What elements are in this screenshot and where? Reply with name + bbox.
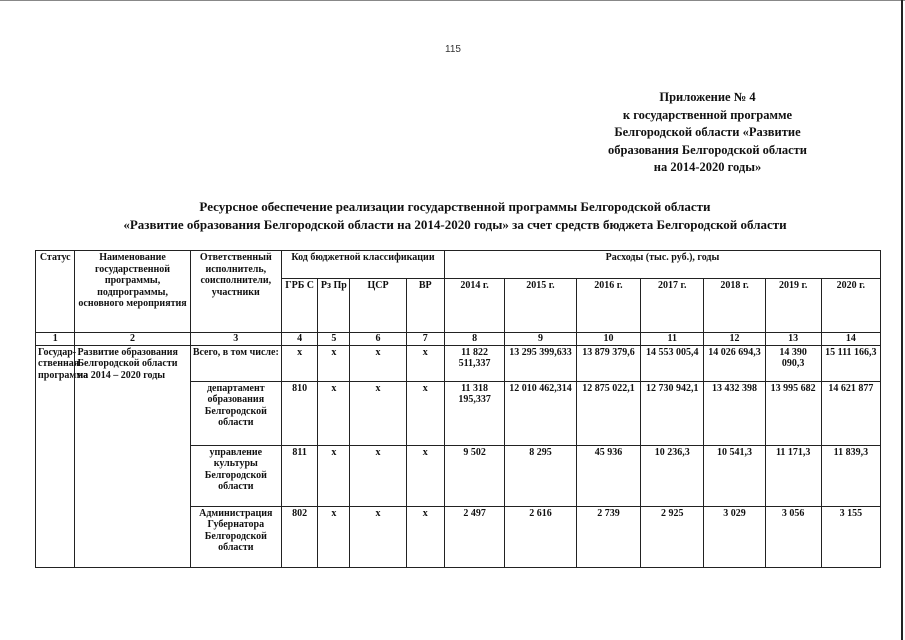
rzpr-cell: х <box>318 445 350 506</box>
header-name: Наименование государственной программы, подпрограммы, основного мероприятия <box>75 251 190 333</box>
vr-cell: х <box>406 345 444 381</box>
value-2017: 2 925 <box>641 506 704 567</box>
grbs-cell: 811 <box>281 445 317 506</box>
header-year-2017: 2017 г. <box>641 279 704 333</box>
value-2018: 10 541,3 <box>704 445 765 506</box>
header-year-2020: 2020 г. <box>821 279 880 333</box>
value-2017: 14 553 005,4 <box>641 345 704 381</box>
column-number: 5 <box>318 333 350 346</box>
value-2014: 2 497 <box>444 506 504 567</box>
vr-cell: х <box>406 381 444 445</box>
value-2020: 11 839,3 <box>821 445 880 506</box>
column-number: 12 <box>704 333 765 346</box>
grbs-cell: 802 <box>281 506 317 567</box>
column-number: 3 <box>190 333 281 346</box>
value-2014: 11 318 195,337 <box>444 381 504 445</box>
header-status: Статус <box>36 251 75 333</box>
page-number: 115 <box>445 44 461 55</box>
value-2015: 13 295 399,633 <box>505 345 577 381</box>
header-vr: ВР <box>406 279 444 333</box>
value-2017: 12 730 942,1 <box>641 381 704 445</box>
value-2019: 13 995 682 <box>765 381 821 445</box>
value-2020: 14 621 877 <box>821 381 880 445</box>
document-title <box>40 198 870 234</box>
appendix-line-3: Белгородской области «Развитие <box>614 125 801 139</box>
column-number: 10 <box>576 333 640 346</box>
csr-cell: х <box>350 506 406 567</box>
rzpr-cell: х <box>318 381 350 445</box>
appendix-block <box>580 89 835 177</box>
header-rzpr: Рз Пр <box>318 279 350 333</box>
value-2015: 2 616 <box>505 506 577 567</box>
rzpr-cell: х <box>318 506 350 567</box>
appendix-line-4: образования Белгородской области <box>608 142 807 157</box>
value-2016: 12 875 022,1 <box>576 381 640 445</box>
header-budget-code: Код бюджетной классификации <box>281 251 444 279</box>
value-2016: 13 879 379,6 <box>576 345 640 381</box>
title-line-1: Ресурсное обеспечение реализации государственной программы Белгородской области <box>199 199 711 214</box>
header-year-2019: 2019 г. <box>765 279 821 333</box>
executor-cell: Администрация Губернатора Белгородской области <box>190 506 281 567</box>
header-year-2016: 2016 г. <box>576 279 640 333</box>
rzpr-cell: х <box>318 345 350 381</box>
column-number-row <box>36 333 881 346</box>
column-number: 11 <box>641 333 704 346</box>
column-number: 1 <box>36 333 75 346</box>
value-2015: 12 010 462,314 <box>505 381 577 445</box>
status-cell: Государ-ственная программа <box>36 345 75 567</box>
budget-table <box>35 250 881 568</box>
appendix-line-1: Приложение № 4 <box>659 90 756 104</box>
grbs-cell: 810 <box>281 381 317 445</box>
column-number: 8 <box>444 333 504 346</box>
value-2019: 3 056 <box>765 506 821 567</box>
program-name-cell: Развитие образования Белгородской области на 2014 – 2020 годы <box>75 345 190 567</box>
executor-cell: управление культуры Белгородской области <box>190 445 281 506</box>
header-executor: Ответственный исполнитель, соисполнители, участники <box>190 251 281 333</box>
csr-cell: х <box>350 345 406 381</box>
value-2018: 3 029 <box>704 506 765 567</box>
column-number: 13 <box>765 333 821 346</box>
header-expenses: Расходы (тыс. руб.), годы <box>444 251 880 279</box>
value-2015: 8 295 <box>505 445 577 506</box>
column-number: 14 <box>821 333 880 346</box>
value-2018: 13 432 398 <box>704 381 765 445</box>
header-row-1 <box>36 251 881 279</box>
value-2016: 45 936 <box>576 445 640 506</box>
csr-cell: х <box>350 445 406 506</box>
header-year-2018: 2018 г. <box>704 279 765 333</box>
header-year-2015: 2015 г. <box>505 279 577 333</box>
appendix-line-2: к государственной программе <box>622 107 793 122</box>
value-2016: 2 739 <box>576 506 640 567</box>
grbs-cell: х <box>281 345 317 381</box>
header-year-2014: 2014 г. <box>444 279 504 333</box>
appendix-line-5: на 2014-2020 годы» <box>653 160 762 174</box>
executor-cell: Всего, в том числе: <box>190 345 281 381</box>
value-2017: 10 236,3 <box>641 445 704 506</box>
value-2020: 15 111 166,3 <box>821 345 880 381</box>
scan-edge-right <box>901 0 903 640</box>
value-2014: 11 822 511,337 <box>444 345 504 381</box>
vr-cell: х <box>406 445 444 506</box>
table-row-total <box>36 345 881 381</box>
title-line-2: «Развитие образования Белгородской области на 2014-2020 годы» за счет средств бюджета Белгородской области <box>123 217 787 232</box>
executor-cell: департамент образования Белгородской области <box>190 381 281 445</box>
csr-cell: х <box>350 381 406 445</box>
column-number: 6 <box>350 333 406 346</box>
value-2020: 3 155 <box>821 506 880 567</box>
scan-edge-top <box>0 0 905 1</box>
header-grbs: ГРБ С <box>281 279 317 333</box>
column-number: 4 <box>281 333 317 346</box>
value-2019: 11 171,3 <box>765 445 821 506</box>
value-2018: 14 026 694,3 <box>704 345 765 381</box>
column-number: 9 <box>505 333 577 346</box>
column-number: 7 <box>406 333 444 346</box>
value-2014: 9 502 <box>444 445 504 506</box>
vr-cell: х <box>406 506 444 567</box>
header-csr: ЦСР <box>350 279 406 333</box>
column-number: 2 <box>75 333 190 346</box>
value-2019: 14 390 090,3 <box>765 345 821 381</box>
